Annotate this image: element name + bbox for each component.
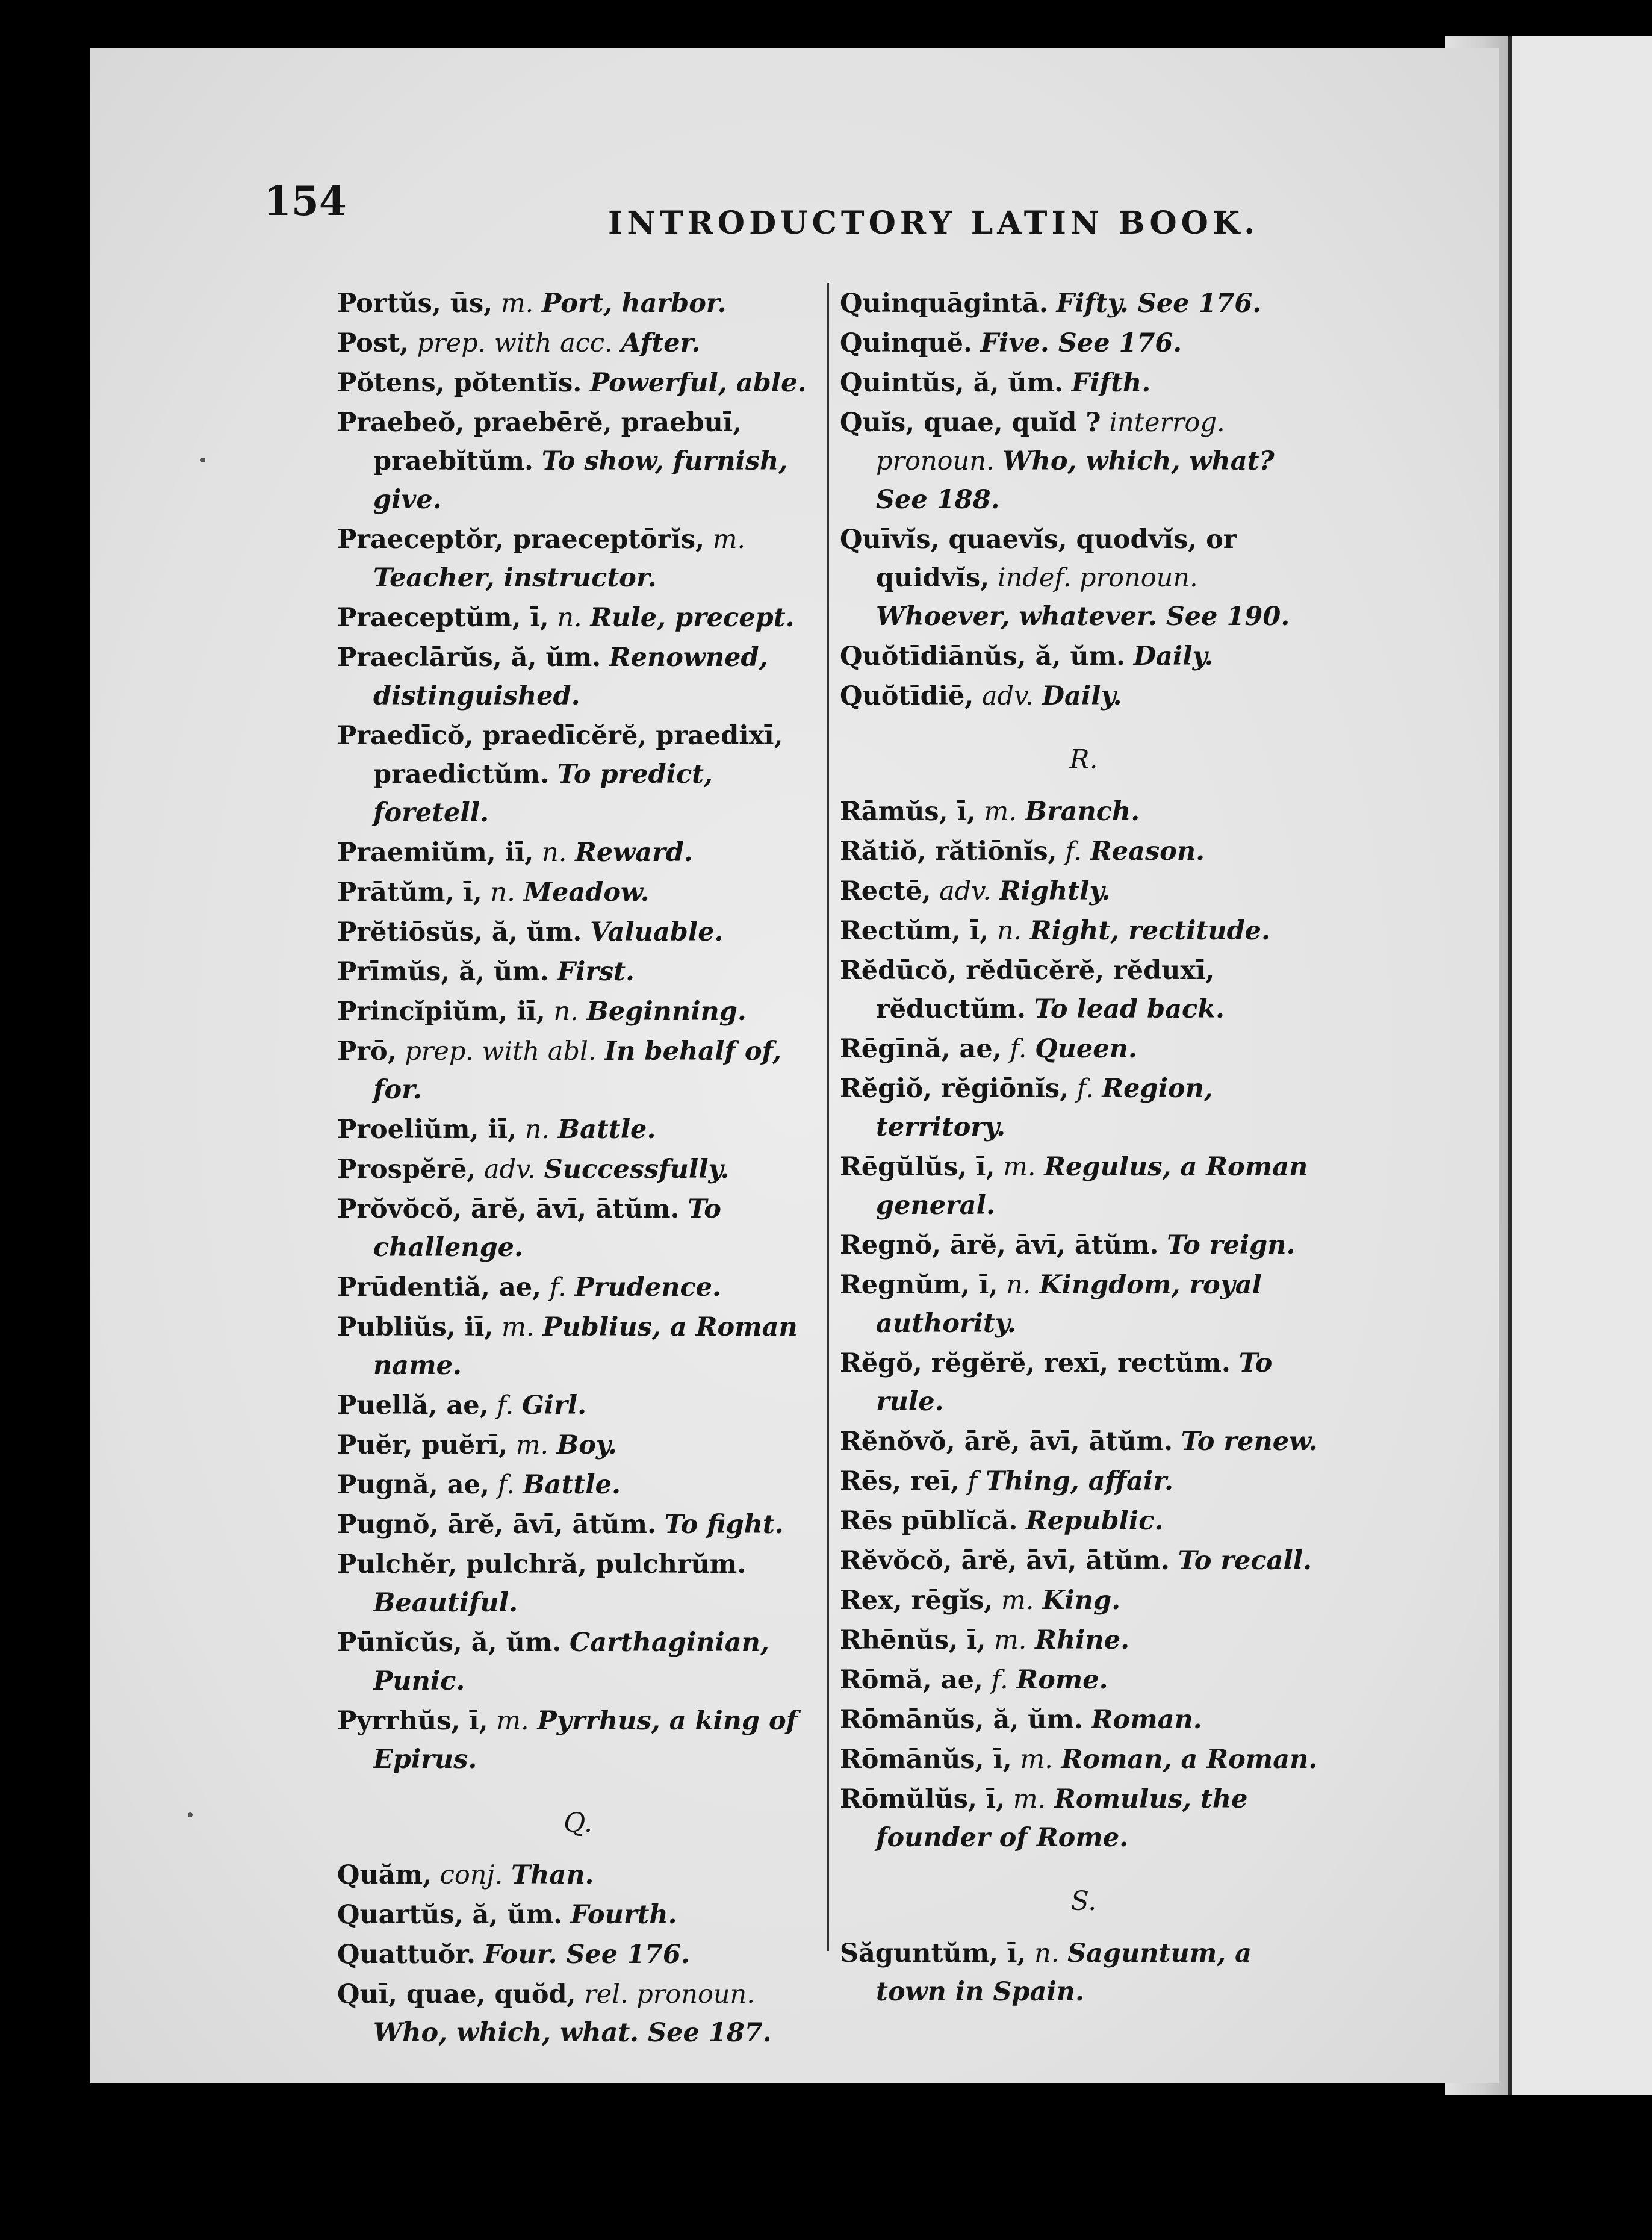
definition: Kingdom, royal authority. [876,1270,1262,1339]
definition: Four. See 176. [483,1940,690,1970]
glossary-entry [337,1856,819,1894]
facing-page-edge [1508,36,1652,2095]
grammar-note: m. [1003,1152,1036,1182]
definition: To lead back. [1034,994,1225,1024]
definition: Region, territory. [876,1074,1213,1142]
headword: Publiŭs, iī, [337,1312,494,1342]
glossary-column-right [840,284,1328,2012]
definition: Daily. [1042,681,1122,711]
grammar-note: n. [490,877,515,907]
definition: Branch. [1025,797,1140,827]
headword: Regnŏ, ārĕ, āvī, ātŭm. [840,1230,1159,1260]
headword: Rōmānŭs, ī, [840,1744,1012,1775]
glossary-entry [337,833,819,872]
grammar-note: f. [991,1665,1008,1695]
glossary-entry [840,1502,1328,1540]
glossary-entry [840,1030,1328,1068]
headword: Quīvĭs, quaevĭs, quodvĭs, or quidvĭs, [840,524,1237,593]
glossary-entry [840,832,1328,871]
definition: Roman, a Roman. [1061,1744,1318,1775]
glossary-entry [840,1661,1328,1699]
glossary-entry [840,1542,1328,1580]
glossary-entry [337,1623,819,1700]
glossary-entry [840,792,1328,831]
headword: Rēgŭlŭs, ī, [840,1152,995,1182]
grammar-note: f [967,1466,978,1496]
headword: Puĕr, puĕrī, [337,1430,508,1460]
definition: Pyrrhus, a king of Epirus. [373,1706,798,1775]
definition: Fifth. [1071,368,1151,398]
glossary-entry [337,284,819,323]
headword: Proeliŭm, iī, [337,1115,517,1145]
headword: Rhēnŭs, ī, [840,1625,986,1655]
definition: To show, furnish, give. [373,446,788,515]
grammar-note: conj. [439,1860,503,1890]
glossary-entry [840,1226,1328,1265]
definition: Rule, precept. [590,603,795,633]
glossary-entry [337,324,819,362]
grammar-note: m. [984,797,1017,827]
headword: Rōmŭlŭs, ī, [840,1784,1005,1814]
definition: To challenge. [373,1194,721,1263]
definition: Battle. [523,1470,621,1500]
glossary-entry [840,520,1328,636]
headword: Rĕgiŏ, rĕgiōnĭs, [840,1074,1069,1104]
glossary-entry [840,1740,1328,1779]
grammar-note: n. [557,603,582,633]
headword: Prĕtiōsŭs, ă, ŭm. [337,917,582,947]
grammar-note: n. [542,838,567,868]
glossary-entry [337,1110,819,1149]
glossary-entry [337,1545,819,1622]
headword: Rĕnŏvŏ, ārĕ, āvī, ātŭm. [840,1426,1173,1457]
grammar-note: f. [549,1272,567,1302]
grammar-note: m. [500,288,534,319]
headword: Rex, rēgĭs, [840,1585,993,1616]
definition: Battle. [557,1115,656,1145]
definition: Reward. [575,838,693,868]
headword: Quŏtīdiē, [840,681,974,711]
headword: Prŏvŏcŏ, ārĕ, āvī, ātŭm. [337,1194,680,1224]
grammar-note: f. [497,1390,514,1420]
glossary-entry [840,951,1328,1028]
definition: Meadow. [523,877,650,907]
grammar-note: f. [497,1470,515,1500]
definition: Fifty. See 176. [1056,288,1262,319]
glossary-entry [337,953,819,991]
definition: Valuable. [590,917,724,947]
grammar-note: m. [712,524,746,555]
glossary-entry [840,912,1328,950]
grammar-note: indef. pronoun. [997,563,1198,593]
headword: Regnŭm, ī, [840,1270,998,1300]
glossary-entry [840,1462,1328,1501]
grammar-note: interrog. pronoun. [876,408,1225,476]
definition: To predict, foretell. [373,759,713,828]
grammar-note: m. [1020,1744,1053,1775]
definition: After. [621,328,701,358]
glossary-entry [840,1069,1328,1146]
section-letter: R. [1069,744,1098,775]
definition: First. [557,957,635,987]
headword: Prūdentiă, ae, [337,1272,542,1302]
glossary-entry [337,520,819,597]
headword: Pulchĕr, pulchră, pulchrŭm. [337,1549,747,1579]
headword: Prospĕrē, [337,1154,476,1184]
definition: Fourth. [570,1900,677,1930]
grammar-note: m. [1001,1585,1034,1616]
glossary-entry [337,599,819,637]
definition: Carthaginian, Punic. [373,1628,769,1696]
headword: Post, [337,328,409,358]
glossary-entry [840,1266,1328,1343]
definition: Rhine. [1035,1625,1130,1655]
grammar-note: adv. [939,876,992,906]
headword: Pyrrhŭs, ī, [337,1706,488,1736]
grammar-note: f. [1076,1074,1094,1104]
headword: Praedīcŏ, praedīcĕrĕ, praedixī, praedictŭm. [337,721,783,789]
page-number: 154 [264,178,347,225]
headword: Pugnă, ae, [337,1470,489,1500]
glossary-entry [337,1190,819,1267]
definition: Reason. [1090,836,1205,866]
definition: To renew. [1181,1426,1318,1457]
glossary-entry [337,1935,819,1974]
glossary-entry [337,1466,819,1504]
headword: Rĕgŏ, rĕgĕrĕ, rexī, rectŭm. [840,1348,1231,1378]
headword: Prātŭm, ī, [337,877,482,907]
section-letter: Q. [564,1808,592,1838]
definition: King. [1042,1585,1121,1616]
headword: Puellă, ae, [337,1390,489,1420]
headword: Rectŭm, ī, [840,916,989,946]
headword: Quattuŏr. [337,1940,476,1970]
definition: Saguntum, a town in Spain. [876,1938,1252,2007]
definition: In behalf of, for. [373,1036,782,1105]
headword: Praeclārŭs, ă, ŭm. [337,642,601,673]
headword: Praeceptŭm, ī, [337,603,549,633]
definition: Rightly. [999,876,1111,906]
headword: Praebeŏ, praebērĕ, praebuī, praebĭtŭm. [337,408,742,476]
glossary-entry [337,1150,819,1189]
definition: Roman. [1091,1705,1202,1735]
glossary-entry [840,1581,1328,1620]
headword: Princĭpiŭm, iī, [337,997,545,1027]
glossary-entry [337,1386,819,1425]
definition: Powerful, able. [589,368,807,398]
grammar-note: m. [502,1312,535,1342]
headword: Quartŭs, ă, ŭm. [337,1900,563,1930]
definition: Five. See 176. [980,328,1182,358]
grammar-note: adv. [982,681,1034,711]
headword: Rēgīnă, ae, [840,1034,1002,1064]
definition: Romulus, the founder of Rome. [876,1784,1248,1853]
grammar-note: n. [553,997,579,1027]
headword: Săguntŭm, ī, [840,1938,1026,1968]
headword: Quŏtīdiānŭs, ă, ŭm. [840,641,1126,671]
definition: To reign. [1167,1230,1296,1260]
definition: Beautiful. [373,1588,518,1618]
glossary-entry [840,677,1328,715]
glossary-entry [840,1934,1328,2011]
headword: Prō, [337,1036,397,1066]
definition: To recall. [1178,1546,1312,1576]
headword: Rāmŭs, ī, [840,797,976,827]
headword: Quĭs, quae, quĭd ? [840,408,1101,438]
speck [188,1812,193,1817]
column-divider [827,283,829,1951]
glossary-entry [337,1505,819,1544]
definition: Renowned, distinguished. [373,642,768,711]
grammar-note: prep. with acc. [417,328,613,358]
glossary-entry [337,873,819,912]
grammar-note: n. [1034,1938,1060,1968]
glossary-entry [337,717,819,832]
glossary-entry [840,1148,1328,1225]
glossary-entry [337,992,819,1031]
glossary-entry [337,1268,819,1307]
definition: Beginning. [586,997,747,1027]
grammar-note: adv. [483,1154,536,1184]
definition: Teacher, instructor. [373,563,657,593]
glossary-entry [337,1308,819,1385]
grammar-note: m. [994,1625,1027,1655]
glossary-entry [840,324,1328,362]
headword: Quintŭs, ă, ŭm. [840,368,1064,398]
glossary-entry [840,364,1328,402]
headword: Pŏtens, pŏtentĭs. [337,368,582,398]
grammar-note: n. [996,916,1022,946]
definition: Rome. [1016,1665,1108,1695]
glossary-entry [337,1975,819,2052]
grammar-note: n. [1006,1270,1031,1300]
section-letter: S. [1070,1886,1097,1917]
definition: Boy. [556,1430,617,1460]
glossary-entry [840,284,1328,323]
definition: To fight. [664,1510,784,1540]
headword: Praemiŭm, iī, [337,838,534,868]
headword: Rĕdūcŏ, rĕdūcĕrĕ, rĕduxī, rĕductŭm. [840,956,1215,1024]
headword: Rectē, [840,876,931,906]
glossary-entry [840,1621,1328,1660]
headword: Quinquāgintā. [840,288,1048,319]
headword: Rēs, reī, [840,1466,960,1496]
running-title: INTRODUCTORY LATIN BOOK. [608,205,1259,241]
glossary-entry [840,403,1328,519]
definition: Port, harbor. [542,288,727,319]
grammar-note: rel. pronoun. [584,1979,755,2009]
headword: Rĕvŏcŏ, ārĕ, āvī, ātŭm. [840,1546,1170,1576]
glossary-entry [337,1896,819,1934]
headword: Rōmānŭs, ă, ŭm. [840,1705,1083,1735]
glossary-entry [337,1032,819,1109]
definition: Republic. [1026,1506,1164,1536]
glossary-entry [840,1422,1328,1461]
headword: Pūnĭcŭs, ă, ŭm. [337,1628,562,1658]
headword: Prīmŭs, ă, ŭm. [337,957,549,987]
grammar-note: f. [1010,1034,1027,1064]
glossary-entry [337,403,819,519]
glossary-entry [840,1780,1328,1857]
grammar-note: m. [1013,1784,1046,1814]
headword: Quī, quae, quŏd, [337,1979,576,2009]
definition: Queen. [1035,1034,1137,1064]
speck [200,458,205,462]
glossary-entry [337,913,819,951]
definition: Thing, affair. [985,1466,1173,1496]
definition: Whoever, whatever. See 190. [876,602,1290,632]
glossary-entry [337,1702,819,1779]
grammar-note: f. [1065,836,1082,866]
definition: Regulus, a Roman general. [876,1152,1308,1221]
definition: Than. [511,1860,594,1890]
definition: Prudence. [574,1272,721,1302]
headword: Pugnŏ, ārĕ, āvī, ātŭm. [337,1510,656,1540]
headword: Rēs pūblĭcă. [840,1506,1018,1536]
definition: Who, which, what? See 188. [876,446,1275,515]
definition: Publius, a Roman name. [373,1312,798,1381]
glossary-entry [840,637,1328,676]
glossary-entry [840,1344,1328,1421]
glossary-entry [337,638,819,715]
grammar-note: prep. with abl. [405,1036,597,1066]
headword: Portŭs, ūs, [337,288,493,319]
definition: Girl. [522,1390,587,1420]
grammar-note: m. [515,1430,549,1460]
glossary-column-left [337,284,819,2053]
headword: Praeceptŏr, praeceptōrĭs, [337,524,705,555]
headword: Quinquĕ. [840,328,972,358]
headword: Quăm, [337,1860,432,1890]
definition: Right, rectitude. [1029,916,1270,946]
definition: Who, which, what. See 187. [373,2018,772,2048]
headword: Rătiŏ, rătiōnĭs, [840,836,1057,866]
grammar-note: n. [524,1115,550,1145]
glossary-entry [337,1426,819,1464]
glossary-entry [337,364,819,402]
glossary-entry [840,872,1328,910]
glossary-entry [840,1700,1328,1739]
grammar-note: m. [496,1706,529,1736]
definition: Daily. [1133,641,1214,671]
headword: Rōmă, ae, [840,1665,983,1695]
definition: To rule. [876,1348,1273,1417]
definition: Successfully. [544,1154,730,1184]
